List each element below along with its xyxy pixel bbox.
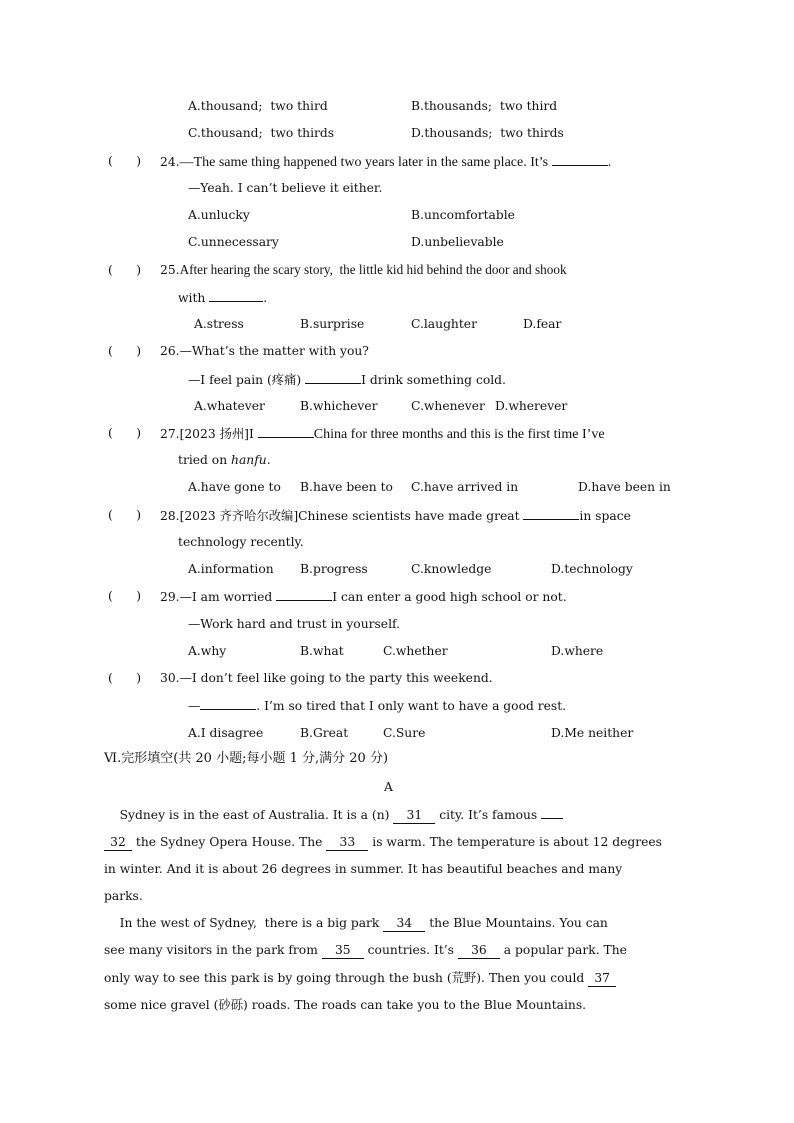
passage-p1-line2: 32 the Sydney Opera House. The 33 is warm. The temperature is about 12 degrees — [104, 834, 662, 851]
question-28-line1: 28.[2023 齐齐哈尔改编]Chinese scientists have made great in space — [160, 509, 631, 523]
q26-option-b: B.whichever — [300, 399, 378, 413]
answer-paren-26: ( ) — [108, 344, 142, 358]
q25-option-b: B.surprise — [300, 317, 365, 331]
passage-p2-line3: only way to see this park is by going through the bush (荒野). Then you could 37 — [104, 970, 616, 987]
q27-option-a: A.have gone to — [188, 480, 281, 494]
q28-option-b: B.progress — [300, 562, 368, 576]
q30-option-b: B.Great — [300, 726, 349, 740]
question-29-line1: 29.—I am worried I can enter a good high school or not. — [160, 590, 567, 604]
question-24-line1: 24.—The same thing happened two years later in the same place. It’s . — [160, 155, 612, 170]
prev-option-d: D.thousands; two thirds — [411, 126, 564, 140]
prev-option-c: C.thousand; two thirds — [188, 126, 335, 140]
answer-paren-30: ( ) — [108, 671, 142, 685]
q25-option-c: C.laughter — [411, 317, 477, 331]
passage-p1-line4: parks. — [104, 889, 143, 903]
prev-option-b: B.thousands; two third — [411, 99, 558, 113]
q27-option-d: D.have been in — [578, 480, 671, 494]
q29-option-d: D.where — [551, 644, 604, 658]
q28-option-a: A.information — [188, 562, 274, 576]
question-28-line2: technology recently. — [178, 535, 304, 549]
q28-option-d: D.technology — [551, 562, 633, 576]
q29-option-b: B.what — [300, 644, 344, 658]
blank-31: 31 — [393, 807, 435, 824]
blank-35: 35 — [322, 942, 364, 959]
blank-36: 36 — [458, 942, 500, 959]
question-30-line1: 30.—I don’t feel like going to the party this weekend. — [160, 671, 493, 685]
prev-option-a: A.thousand; two third — [188, 99, 328, 113]
blank-37: 37 — [588, 970, 616, 987]
q30-option-c: C.Sure — [383, 726, 426, 740]
question-24-line2: —Yeah. I can’t believe it either. — [188, 181, 383, 195]
passage-p2-line2: see many visitors in the park from 35 countries. It’s 36 a popular park. The — [104, 943, 627, 957]
question-27-line1: 27.[2023 扬州]I China for three months and this is the first time I’ve — [160, 427, 605, 442]
q24-option-b: B.uncomfortable — [411, 208, 515, 222]
section-heading: Ⅵ.完形填空(共 20 小题;每小题 1 分,满分 20 分) — [104, 751, 389, 766]
blank-32: 32 — [104, 834, 132, 851]
q25-option-a: A.stress — [194, 317, 244, 331]
q29-option-c: C.whether — [383, 644, 448, 658]
question-26-line2: —I feel pain (疼痛) I drink something cold. — [188, 373, 506, 387]
question-29-line2: —Work hard and trust in yourself. — [188, 617, 401, 631]
answer-paren-29: ( ) — [108, 589, 142, 603]
q27-option-b: B.have been to — [300, 480, 393, 494]
q24-option-a: A.unlucky — [188, 208, 250, 222]
answer-paren-27: ( ) — [108, 426, 142, 440]
answer-paren-25: ( ) — [108, 263, 142, 277]
passage-p1-line1: Sydney is in the east of Australia. It is a (n) 31 city. It’s famous — [104, 806, 563, 824]
question-25-line1: 25.After hearing the scary story, the little kid hid behind the door and shook — [160, 262, 567, 277]
q24-option-c: C.unnecessary — [188, 235, 279, 249]
q24-option-d: D.unbelievable — [411, 235, 504, 249]
answer-paren-28: ( ) — [108, 508, 142, 522]
passage-p2-line1: In the west of Sydney, there is a big park 34 the Blue Mountains. You can — [104, 916, 608, 930]
passage-part-label: A — [384, 780, 393, 794]
question-26-line1: 26.—What’s the matter with you? — [160, 344, 369, 358]
answer-paren-24: ( ) — [108, 154, 142, 168]
q30-option-a: A.I disagree — [188, 726, 264, 740]
q25-option-d: D.fear — [523, 317, 562, 331]
question-27-line2: tried on hanfu. — [178, 453, 271, 467]
q26-option-a: A.whatever — [194, 399, 265, 413]
passage-p1-line3: in winter. And it is about 26 degrees in summer. It has beautiful beaches and many — [104, 862, 623, 876]
q28-option-c: C.knowledge — [411, 562, 492, 576]
question-30-line2: — . I’m so tired that I only want to have a good rest. — [188, 699, 567, 713]
question-25-line2: with . — [178, 291, 268, 305]
blank-33: 33 — [326, 834, 368, 851]
q29-option-a: A.why — [188, 644, 227, 658]
blank-34: 34 — [383, 915, 425, 932]
q26-option-d: D.wherever — [495, 399, 568, 413]
q26-option-c: C.whenever — [411, 399, 485, 413]
passage-p2-line4: some nice gravel (砂砾) roads. The roads can take you to the Blue Mountains. — [104, 998, 587, 1012]
q30-option-d: D.Me neither — [551, 726, 634, 740]
q27-option-c: C.have arrived in — [411, 480, 519, 494]
